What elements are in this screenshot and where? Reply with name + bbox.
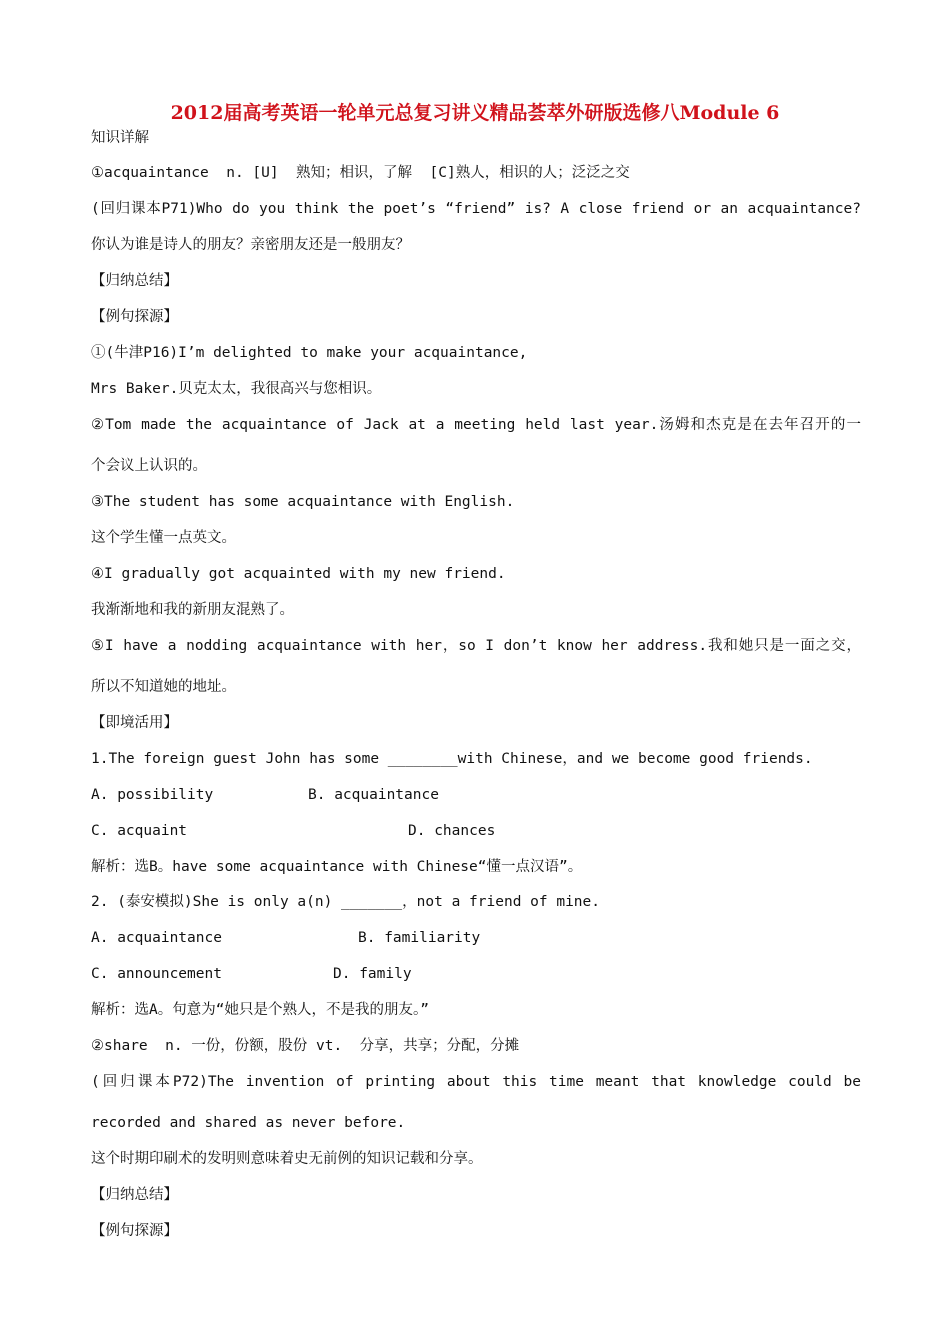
question-1-option-a: A. possibility [91,787,214,803]
question-2-option-d: D. family [333,966,412,982]
textbook-quote-translation: 这个时期印刷术的发明则意味着史无前例的知识记载和分享。 [91,1151,483,1167]
vocab-entry-share: ②share n. 一份，份额，股份 vt. 分享，共享；分配，分摊 [91,1038,520,1054]
example-line: 我渐渐地和我的新朋友混熟了。 [91,602,294,618]
example-line: ③The student has some acquaintance with English. [91,494,515,510]
textbook-quote-line: (回归课本P71)Who do you think the poet’s “friend” is? A close friend or an acquaintance? [91,201,861,217]
answer-explanation-2: 解析：选A。句意为“她只是个熟人，不是我的朋友。” [91,1002,429,1018]
document-title: 2012届高考英语一轮单元总复习讲义精品荟萃外研版选修八Module 6 [170,102,780,124]
example-line: 个会议上认识的。 [91,458,207,474]
answer-explanation-1: 解析：选B。have some acquaintance with Chinese“懂一点汉语”。 [91,859,583,875]
heading-summary: 【归纳总结】 [91,1187,178,1203]
example-line: 所以不知道她的地址。 [91,679,236,695]
example-line: ②Tom made the acquaintance of Jack at a meeting held last year.汤姆和杰克是在去年召开的一 [91,417,861,433]
question-1-option-c: C. acquaint [91,823,188,839]
question-2-option-c: C. announcement [91,966,222,982]
question-1: 1.The foreign guest John has some ________with Chinese，and we become good friends. [91,751,813,767]
example-line: ⑤I have a nodding acquaintance with her，so I don’t know her address.我和她只是一面之交， [91,638,861,654]
example-line: Mrs Baker.贝克太太，我很高兴与您相识。 [91,381,382,397]
textbook-quote-line: (回归课本P72)The invention of printing about this time meant that knowledge could be [91,1074,861,1090]
section-heading-knowledge: 知识详解 [91,130,149,146]
heading-examples: 【例句探源】 [91,1223,178,1239]
textbook-quote-line: recorded and shared as never before. [91,1115,406,1131]
example-line: ①(牛津P16)I’m delighted to make your acquaintance, [91,345,528,361]
heading-summary: 【归纳总结】 [91,273,178,289]
example-line: ④I gradually got acquainted with my new friend. [91,566,506,582]
question-1-option-b: B. acquaintance [308,787,439,803]
vocab-entry-acquaintance: ①acquaintance n. [U] 熟知；相识，了解 [C]熟人，相识的人；泛泛之交 [91,165,630,181]
heading-examples: 【例句探源】 [91,309,178,325]
example-line: 这个学生懂一点英文。 [91,530,236,546]
question-2: 2. (泰安模拟)She is only a(n) _______，not a friend of mine. [91,894,600,910]
question-1-option-d: D. chances [408,823,496,839]
question-2-option-a: A. acquaintance [91,930,222,946]
heading-practice: 【即境活用】 [91,715,178,731]
textbook-quote-translation: 你认为谁是诗人的朋友？亲密朋友还是一般朋友？ [91,237,410,253]
question-2-option-b: B. familiarity [358,930,481,946]
